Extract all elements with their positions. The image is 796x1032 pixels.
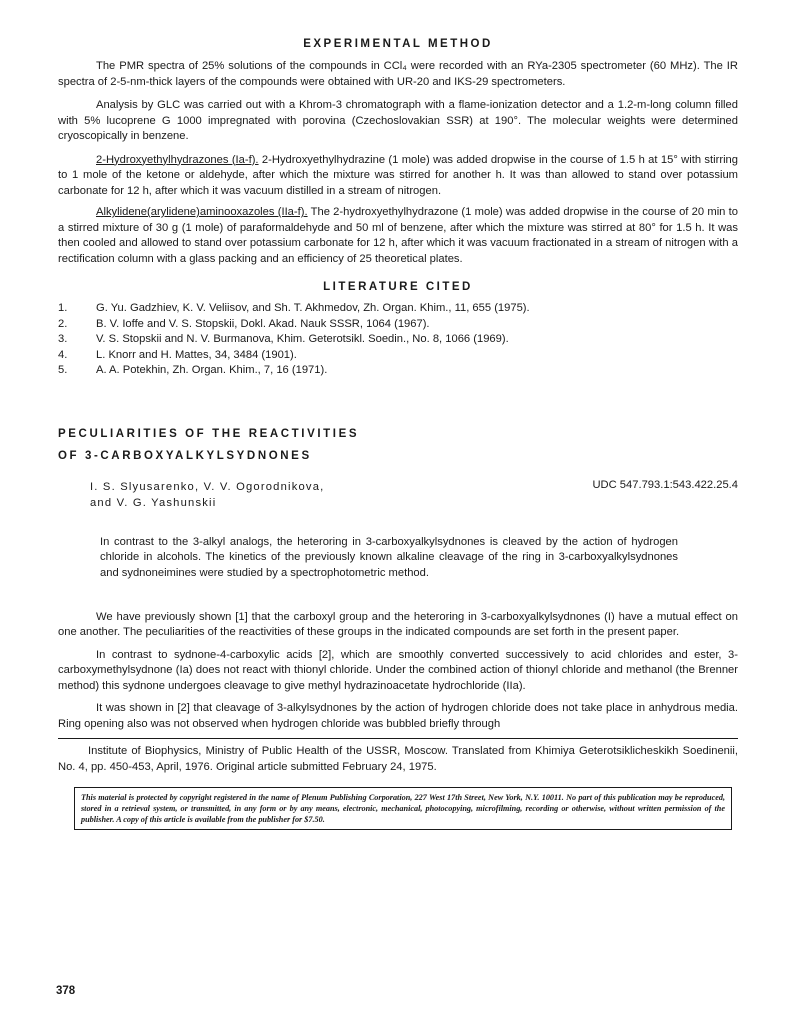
reference-item xyxy=(58,348,738,364)
reference-number: 4. xyxy=(58,348,68,361)
literature-heading: LITERATURE CITED xyxy=(323,281,473,293)
reference-number: 2. xyxy=(58,317,68,330)
paragraph-3-text: 2-Hydroxyethylhydrazine (1 mole) was added dropwise in the course of 1.5 h at 15° with stirring to 1 mole of the ketone or aldehyde, after which the mixture was stirred for another h. It was than allowed to stand over potassium carbonate for 12 h, after which it was vacuum distilled in a stream of nitrogen. xyxy=(58,153,738,197)
reference-number: 3. xyxy=(58,333,68,345)
reference-number: 1. xyxy=(58,302,68,314)
reference-item xyxy=(58,363,738,379)
copyright-notice: This material is protected by copyright registered in the name of Plenum Publishing Corporation, 227 West 17th Street, New York, N.Y. 10011. No part of this publication may be reproduced, stored in a retrieval system, or transmitted, in any form or by any means, electronic, mechanical, photocopying, microfilming, recording or otherwise, without written permission of the publisher. A copy of this article is available from the publisher for $7.50. xyxy=(74,787,732,830)
reference-item xyxy=(58,317,738,333)
reference-text: L. Knorr and H. Mattes, 34, 3484 (1901). xyxy=(96,348,297,361)
experimental-paragraph-3 xyxy=(58,153,738,200)
byline xyxy=(58,479,738,511)
authors-line-1: I. S. Slyusarenko, V. V. Ogorodnikova, xyxy=(90,480,325,493)
experimental-heading: EXPERIMENTAL METHOD xyxy=(303,38,493,50)
reference-number: 5. xyxy=(58,364,68,376)
paragraph-3-title: 2-Hydroxyethylhydrazones (Ia-f). xyxy=(96,153,259,166)
article-title-line-2: OF 3-CARBOXYALKYLSYDNONES xyxy=(58,449,312,462)
udc-code: UDC 547.793.1:543.422.25.4 xyxy=(592,478,738,491)
article-title xyxy=(58,423,738,467)
paragraph-4-text: The 2-hydroxyethylhydrazone (1 mole) was added dropwise in the course of 20 min to a stirred mixture of 30 g (1 mole) of paraformaldehyde and 50 ml of benzene, after which the mixture was stirred at 80° for 1.5 h. It was then cooled and allowed to stand over potassium carbonate for 12 h, after which it was vacuum fractionated in a stream of nitrogen with a rectification column with a glass packing and an efficiency of 25 theoretical plates. xyxy=(58,206,738,265)
article-paragraph-3: It was shown in [2] that cleavage of 3-alkylsydnones by the action of hydrogen chloride does not take place in anhydrous media. Ring opening also was not observed when hydrogen chloride was bubbled briefly through xyxy=(58,702,738,730)
page-number: 378 xyxy=(56,985,76,997)
article-paragraph-2: In contrast to sydnone-4-carboxylic acids [2], which are smoothly converted successively to acid chlorides and ester, 3-carboxymethylsydnone (Ia) does not react with thionyl chloride. Under the combined action of thionyl chloride and methanol (the Brenner method) this sydnone undergoes cleavage to give methyl hydrazinoacetate hydrochloride (IIa). xyxy=(58,648,738,692)
paragraph-4-title: Alkylidene(arylidene)aminooxazoles (IIa-f). xyxy=(96,206,308,218)
article-paragraph-1: We have previously shown [1] that the carboxyl group and the heteroring in 3-carboxyalkylsydnones (I) have a mutual effect on one another. The peculiarities of the reactivities of these groups in the indicated compounds are set forth in the present paper. xyxy=(58,610,738,639)
abstract: In contrast to the 3-alkyl analogs, the heteroring in 3-carboxyalkylsydnones is cleaved by the action of hydrogen chloride in alcohols. The kinetics of the previously known alkaline cleavage of the ring in 3-carboxyalkylsydnones and sydnoneimines were studied by a spectrophotometric method. xyxy=(100,535,678,580)
experimental-paragraph-1: The PMR spectra of 25% solutions of the compounds in CCl₄ were recorded with an RYa-2305 spectrometer (60 MHz). The IR spectra of 2-5-nm-thick layers of the compounds were obtained with UR-20 and IKS-29 spectrometers. xyxy=(58,60,738,88)
authors-line-2: and V. G. Yashunskii xyxy=(90,496,217,509)
reference-text: V. S. Stopskii and N. V. Burmanova, Khim. Geterotsikl. Soedin., No. 8, 1066 (1969). xyxy=(96,333,509,345)
reference-text: A. A. Potekhin, Zh. Organ. Khim., 7, 16 (1971). xyxy=(96,364,328,376)
reference-item xyxy=(58,301,738,317)
page-content xyxy=(58,38,738,830)
article-title-line-1: PECULIARITIES OF THE REACTIVITIES xyxy=(58,427,360,440)
reference-item xyxy=(58,332,738,348)
reference-list xyxy=(58,301,738,379)
reference-text: B. V. Ioffe and V. S. Stopskii, Dokl. Akad. Nauk SSSR, 1064 (1967). xyxy=(96,317,430,330)
experimental-paragraph-2: Analysis by GLC was carried out with a Khrom-3 chromatograph with a flame-ionization detector and a 1.2-m-long column filled with 5% lucoprene G 1000 impregnated with porovina (Czechoslovakian SSR) at 190°. The molecular weights were determined cryoscopically in benzene. xyxy=(58,99,738,142)
experimental-paragraph-4 xyxy=(58,205,738,267)
reference-text: G. Yu. Gadzhiev, K. V. Veliisov, and Sh. T. Akhmedov, Zh. Organ. Khim., 11, 655 (1975). xyxy=(96,302,530,314)
authors xyxy=(90,479,324,511)
footnote: Institute of Biophysics, Ministry of Public Health of the USSR, Moscow. Translated from Khimiya Geterotsiklicheskikh Soedinenii, No. 4, pp. 450-453, April, 1976. Original article submitted February 24, 1975. xyxy=(58,745,738,773)
